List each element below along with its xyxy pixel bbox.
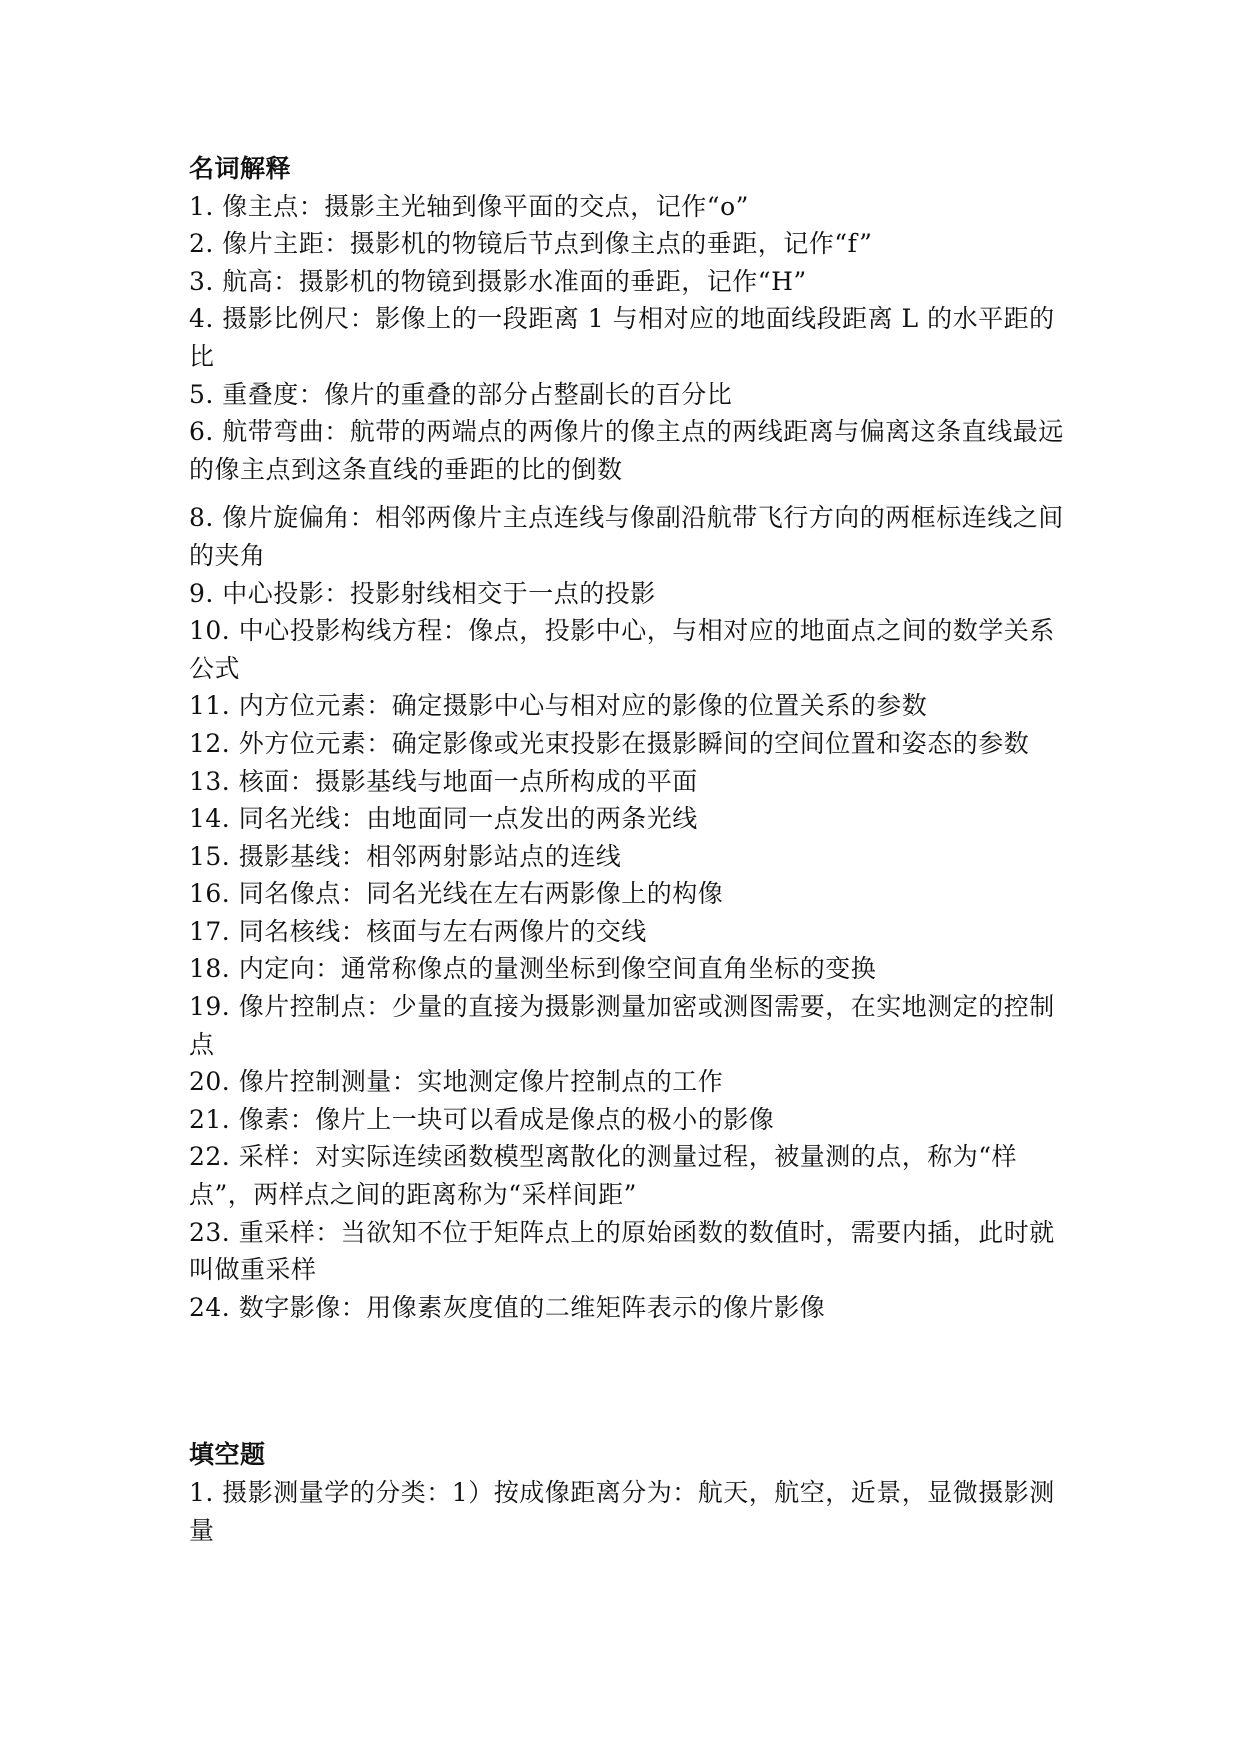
term-item: 1. 像主点：摄影主光轴到像平面的交点，记作“o” <box>189 191 749 221</box>
term-item: 20. 像片控制测量：实地测定像片控制点的工作 <box>189 1067 724 1097</box>
term-item: 8. 像片旋偏角：相邻两像片主点连线与像副沿航带飞行方向的两框标连线之间的夹角 <box>189 503 1064 570</box>
term-item: 17. 同名核线：核面与左右两像片的交线 <box>189 916 647 946</box>
section-heading-fill-in: 填空题 <box>189 1440 266 1470</box>
section-gap <box>189 1326 1069 1436</box>
section-heading-terms: 名词解释 <box>189 154 292 183</box>
term-item: 5. 重叠度：像片的重叠的部分占整副长的百分比 <box>189 379 733 409</box>
paragraph-gap <box>189 488 1069 499</box>
term-item: 15. 摄影基线：相邻两射影站点的连线 <box>189 841 622 871</box>
term-item: 13. 核面：摄影基线与地面一点所构成的平面 <box>189 766 698 796</box>
fill-in-item: 1. 摄影测量学的分类：1）按成像距离分为：航天，航空，近景，显微摄影测量 <box>189 1478 1055 1545</box>
document-body <box>189 150 1069 1549</box>
term-item: 3. 航高：摄影机的物镜到摄影水准面的垂距，记作“H” <box>189 266 807 296</box>
term-item: 6. 航带弯曲：航带的两端点的两像片的像主点的两线距离与偏离这条直线最远的像主点到这条直线的垂距的比的倒数 <box>189 417 1064 484</box>
term-item: 21. 像素：像片上一块可以看成是像点的极小的影像 <box>189 1104 775 1134</box>
term-item: 23. 重采样：当欲知不位于矩阵点上的原始函数的数值时，需要内插，此时就叫做重采样 <box>189 1217 1055 1285</box>
term-item: 9. 中心投影：投影射线相交于一点的投影 <box>189 578 656 608</box>
term-item: 19. 像片控制点：少量的直接为摄影测量加密或测图需要，在实地测定的控制点 <box>189 992 1055 1059</box>
term-item: 18. 内定向：通常称像点的量测坐标到像空间直角坐标的变换 <box>189 954 877 984</box>
term-item: 10. 中心投影构线方程：像点，投影中心，与相对应的地面点之间的数学关系公式 <box>189 616 1055 683</box>
term-item: 24. 数字影像：用像素灰度值的二维矩阵表示的像片影像 <box>189 1292 826 1322</box>
term-item: 12. 外方位元素：确定影像或光束投影在摄影瞬间的空间位置和姿态的参数 <box>189 728 1030 758</box>
term-item: 11. 内方位元素：确定摄影中心与相对应的影像的位置关系的参数 <box>189 691 928 721</box>
term-item: 16. 同名像点：同名光线在左右两影像上的构像 <box>189 879 724 909</box>
term-item: 14. 同名光线：由地面同一点发出的两条光线 <box>189 804 698 834</box>
term-item: 22. 采样：对实际连续函数模型离散化的测量过程，被量测的点，称为“样点”，两样点之间的距离称为“采样间距” <box>189 1142 1017 1210</box>
term-item: 4. 摄影比例尺：影像上的一段距离 1 与相对应的地面线段距离 L 的水平距的比 <box>189 304 1055 371</box>
term-item: 2. 像片主距：摄影机的物镜后节点到像主点的垂距，记作“f” <box>189 229 873 259</box>
